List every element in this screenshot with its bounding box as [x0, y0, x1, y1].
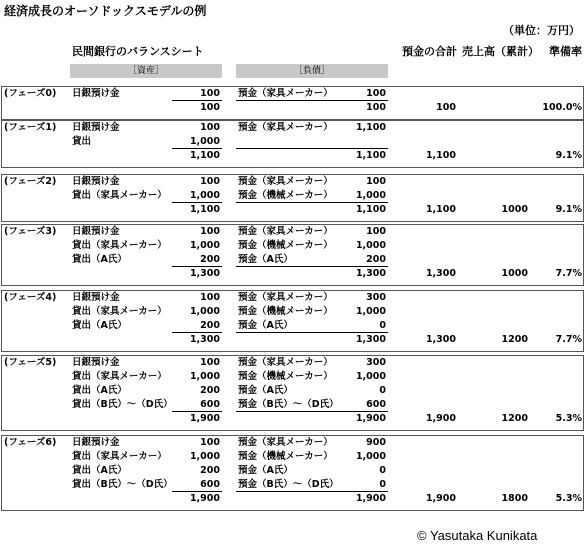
- liability-name: 預金（A氏）: [238, 320, 293, 331]
- deposit-total: 1,100: [425, 150, 456, 161]
- deposit-total: 1,300: [425, 334, 456, 345]
- liability-name: 預金（A氏）: [238, 254, 293, 265]
- liability-value: 900: [366, 437, 386, 448]
- liability-value: 1,000: [355, 306, 386, 317]
- sales-total: 1200: [501, 334, 528, 345]
- liability-header: ［負債］: [236, 64, 388, 78]
- asset-value: 200: [200, 465, 220, 476]
- liability-total: 1,100: [355, 204, 386, 215]
- phase-label: (フェーズ2): [4, 176, 57, 187]
- asset-value: 100: [200, 88, 220, 99]
- liability-value: 200: [366, 254, 386, 265]
- liability-name: 預金（機械メーカー）: [238, 306, 333, 317]
- deposit-total: 1,900: [425, 493, 456, 504]
- liability-name: 預金（B氏）～（D氏）: [238, 479, 339, 490]
- asset-name: 貸出（家具メーカー）: [72, 306, 167, 317]
- reserve-ratio: 5.3%: [555, 493, 582, 504]
- asset-value: 1,000: [189, 306, 220, 317]
- liability-value: 1,000: [355, 240, 386, 251]
- asset-value: 1,000: [189, 451, 220, 462]
- asset-name: 貸出（A氏）: [72, 320, 127, 331]
- phase-label: (フェーズ6): [4, 437, 57, 448]
- liability-value: 0: [379, 465, 386, 476]
- asset-value: 1,000: [189, 240, 220, 251]
- phase-label: (フェーズ1): [4, 122, 57, 133]
- asset-value: 100: [200, 437, 220, 448]
- reserve-ratio-header: 準備率: [549, 45, 582, 58]
- liability-name: 預金（機械メーカー）: [238, 451, 333, 462]
- asset-value: 100: [200, 122, 220, 133]
- phase-label: (フェーズ0): [4, 88, 57, 99]
- asset-name: 貸出（家具メーカー）: [72, 190, 167, 201]
- liability-value: 1,000: [355, 451, 386, 462]
- liability-name: 預金（A氏）: [238, 385, 293, 396]
- sales-header: 売上高（累計）: [462, 45, 539, 58]
- asset-name: 貸出（家具メーカー）: [72, 371, 167, 382]
- reserve-ratio: 100.0%: [542, 102, 582, 113]
- asset-name: 貸出（B氏）～（D氏）: [72, 479, 173, 490]
- asset-name: 日銀預け金: [72, 122, 120, 133]
- reserve-ratio: 7.7%: [555, 268, 582, 279]
- asset-value: 1,000: [189, 136, 220, 147]
- asset-value: 100: [200, 176, 220, 187]
- liability-total: 1,100: [355, 150, 386, 161]
- liability-name: 預金（家具メーカー）: [238, 357, 333, 368]
- liability-value: 1,000: [355, 190, 386, 201]
- copyright: © Yasutaka Kunikata: [417, 528, 538, 543]
- asset-value: 200: [200, 385, 220, 396]
- asset-total: 1,900: [189, 493, 220, 504]
- liability-name: 預金（家具メーカー）: [238, 437, 333, 448]
- liability-name: 預金（B氏）～（D氏）: [238, 399, 339, 410]
- liability-name: 預金（家具メーカー）: [238, 226, 333, 237]
- asset-value: 200: [200, 320, 220, 331]
- reserve-ratio: 9.1%: [555, 204, 582, 215]
- reserve-ratio: 9.1%: [555, 150, 582, 161]
- liability-name: 預金（機械メーカー）: [238, 190, 333, 201]
- asset-name: 貸出（家具メーカー）: [72, 451, 167, 462]
- liability-value: 0: [379, 320, 386, 331]
- page-title: 経済成長のオーソドックスモデルの例: [4, 4, 207, 18]
- liability-value: 100: [366, 226, 386, 237]
- liability-name: 預金（機械メーカー）: [238, 240, 333, 251]
- asset-value: 600: [200, 479, 220, 490]
- sales-total: 1000: [501, 204, 528, 215]
- asset-total: 1,100: [189, 150, 220, 161]
- phase-label: (フェーズ4): [4, 292, 57, 303]
- asset-name: 日銀預け金: [72, 292, 120, 303]
- reserve-ratio: 7.7%: [555, 334, 582, 345]
- asset-total: 100: [200, 102, 220, 113]
- asset-value: 1,000: [189, 190, 220, 201]
- liability-name: 預金（A氏）: [238, 465, 293, 476]
- asset-value: 100: [200, 292, 220, 303]
- asset-total: 1,300: [189, 334, 220, 345]
- liability-total: 1,900: [355, 493, 386, 504]
- unit-label: （単位：万円）: [503, 24, 580, 37]
- liability-value: 300: [366, 292, 386, 303]
- asset-total: 1,100: [189, 204, 220, 215]
- asset-value: 100: [200, 357, 220, 368]
- liability-value: 600: [366, 399, 386, 410]
- liability-value: 100: [366, 88, 386, 99]
- liability-value: 300: [366, 357, 386, 368]
- liability-name: 預金（家具メーカー）: [238, 122, 333, 133]
- liability-name: 預金（機械メーカー）: [238, 371, 333, 382]
- asset-value: 200: [200, 254, 220, 265]
- liability-total: 1,300: [355, 334, 386, 345]
- asset-name: 貸出（B氏）～（D氏）: [72, 399, 173, 410]
- asset-name: 貸出（A氏）: [72, 465, 127, 476]
- liability-name: 預金（家具メーカー）: [238, 292, 333, 303]
- asset-value: 600: [200, 399, 220, 410]
- liability-total: 1,900: [355, 413, 386, 424]
- asset-name: 日銀預け金: [72, 437, 120, 448]
- asset-name: 貸出（家具メーカー）: [72, 240, 167, 251]
- deposit-total: 100: [436, 102, 456, 113]
- asset-value: 1,000: [189, 371, 220, 382]
- liability-value: 1,100: [355, 122, 386, 133]
- reserve-ratio: 5.3%: [555, 413, 582, 424]
- phase-label: (フェーズ3): [4, 226, 57, 237]
- deposit-total: 1,100: [425, 204, 456, 215]
- asset-name: 日銀預け金: [72, 357, 120, 368]
- deposit-total: 1,300: [425, 268, 456, 279]
- liability-name: 預金（家具メーカー）: [238, 88, 333, 99]
- asset-name: 日銀預け金: [72, 88, 120, 99]
- asset-total: 1,900: [189, 413, 220, 424]
- asset-value: 100: [200, 226, 220, 237]
- deposit-total-header: 預金の合計: [402, 45, 457, 58]
- liability-value: 1,000: [355, 371, 386, 382]
- liability-value: 100: [366, 176, 386, 187]
- asset-name: 貸出（A氏）: [72, 254, 127, 265]
- asset-name: 日銀預け金: [72, 226, 120, 237]
- deposit-total: 1,900: [425, 413, 456, 424]
- liability-total: 100: [366, 102, 386, 113]
- liability-name: 預金（家具メーカー）: [238, 176, 333, 187]
- balance-sheet-title: 民間銀行のバランスシート: [72, 45, 204, 58]
- liability-value: 0: [379, 479, 386, 490]
- asset-name: 貸出（A氏）: [72, 385, 127, 396]
- sales-total: 1000: [501, 268, 528, 279]
- asset-name: 日銀預け金: [72, 176, 120, 187]
- phase-label: (フェーズ5): [4, 357, 57, 368]
- sales-total: 1800: [501, 493, 528, 504]
- asset-header: ［資産］: [70, 64, 222, 78]
- liability-value: 0: [379, 385, 386, 396]
- liability-total: 1,300: [355, 268, 386, 279]
- sales-total: 1200: [501, 413, 528, 424]
- asset-total: 1,300: [189, 268, 220, 279]
- asset-name: 貸出: [72, 136, 92, 147]
